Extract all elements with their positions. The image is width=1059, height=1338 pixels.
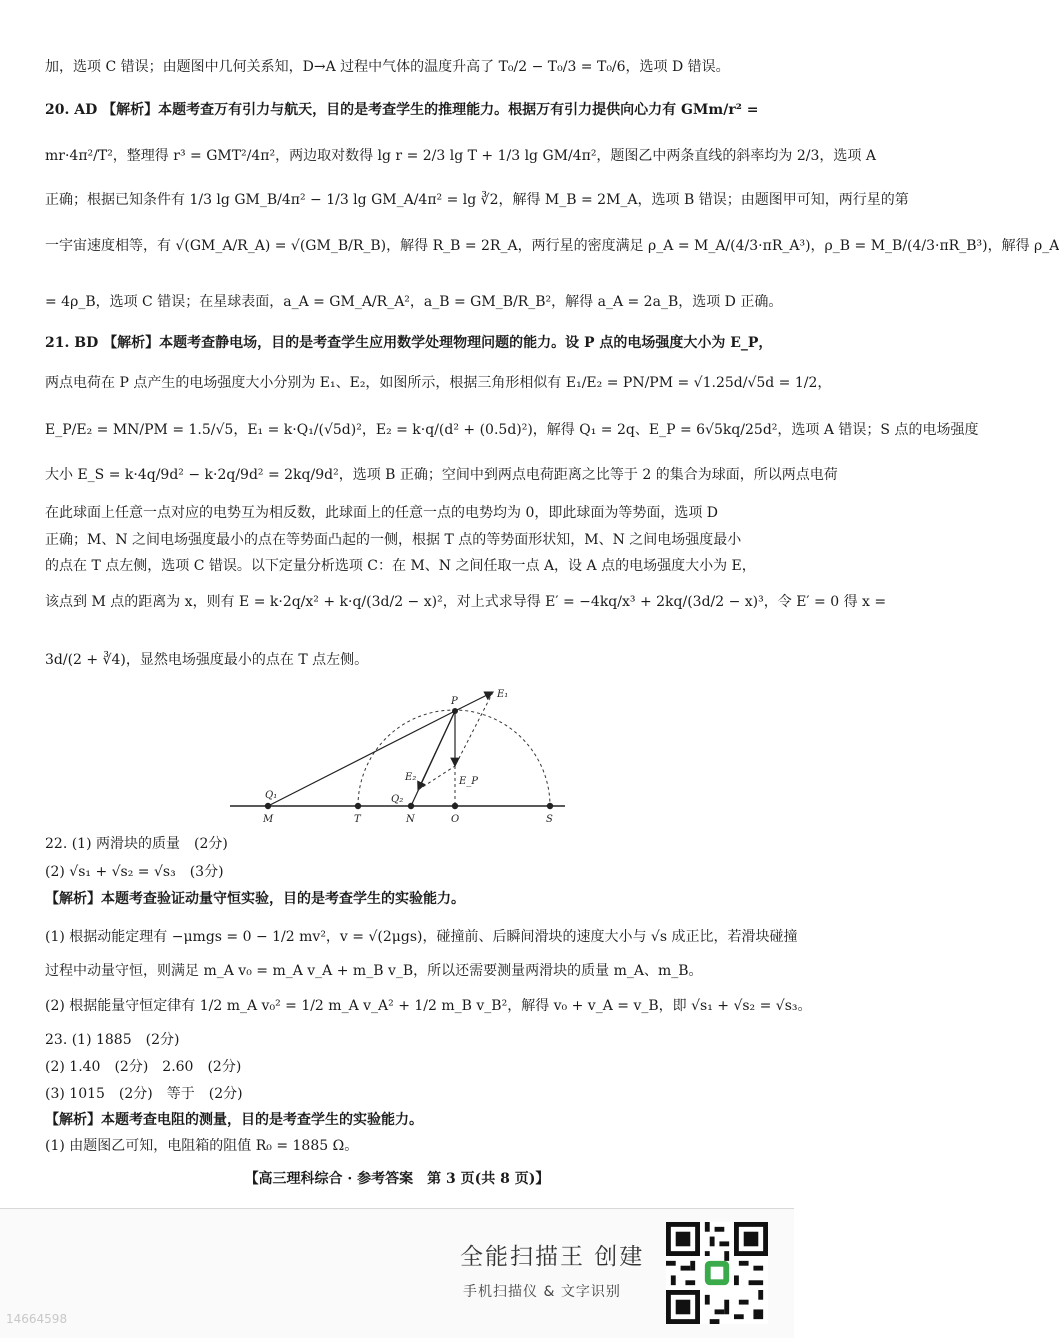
label-q1: Q₁ (265, 790, 278, 801)
text-line-6: = 4ρ_B，选项 C 错误；在星球表面，a_A = GM_A/R_A²，a_B = GM_B/R_B²，解得 a_A = 2a_B，选项 D 正确。 (45, 294, 783, 310)
point-m (265, 803, 271, 809)
text-line-20: 过程中动量守恒，则满足 m_A v₀ = m_A v_A + m_B v_B，所以还需要测量两滑块的质量 m_A、m_B。 (45, 963, 703, 979)
label-q2: Q₂ (391, 794, 404, 805)
answer-20-heading: 20. AD 【解析】本题考查万有引力与航天，目的是考查学生的推理能力。根据万有引力提供向心力有 GMm/r² = (45, 102, 759, 118)
label-s: S (546, 814, 553, 825)
text-line-3: mr·4π²/T²，整理得 r³ = GMT²/4π²，两边取对数得 lg r = 2/3 lg T + 1/3 lg GM/4π²，题图乙中两条直线的斜率均为 2/3，选项 A (45, 148, 876, 164)
label-e1: E₁ (497, 689, 509, 700)
point-t (355, 803, 361, 809)
label-e2: E₂ (405, 772, 417, 783)
qr-code-icon[interactable] (666, 1222, 768, 1324)
text-line-8: 两点电荷在 P 点产生的电场强度大小分别为 E₁、E₂，如图所示，根据三角形相似有 E₁/E₂ = PN/PM = √1.25d/√5d = 1/2， (45, 375, 832, 391)
point-n (408, 803, 414, 809)
text-line-9: E_P/E₂ = MN/PM = 1.5/√5，E₁ = k·Q₁/(√5d)²，E₂ = k·q/(d² + (0.5d)²)，解得 Q₁ = 2q、E_P = 6√5kq/25d²，选项 A 错误；S 点的电场强度 (45, 422, 979, 438)
label-ep: E_P (459, 776, 479, 787)
answer-23-1: 23. (1) 1885 (2分) (45, 1032, 180, 1048)
label-o: O (451, 814, 460, 825)
label-m: M (263, 814, 274, 825)
text-line-14: 该点到 M 点的距离为 x，则有 E = k·2q/x² + k·q/(3d/2 − x)²，对上式求导得 E′ = −4kq/x³ + 2kq/(3d/2 − x)³，令 E′ = 0 得 x = (45, 594, 887, 610)
text-line-12: 正确；M、N 之间电场强度最小的点在等势面凸起的一侧，根据 T 点的等势面形状知，M、N 之间电场强度最小 (45, 532, 742, 548)
page-footer: 【高三理科综合 · 参考答案 第 3 页(共 8 页)】 (244, 1171, 550, 1187)
point-p (452, 708, 458, 714)
text-line-21: (2) 根据能量守恒定律有 1/2 m_A v₀² = 1/2 m_A v_A² + 1/2 m_B v_B²，解得 v₀ + v_A = v_B，即 √s₁ + √s₂ = √s₃。 (45, 998, 812, 1014)
text-line-4: 正确；根据已知条件有 1/3 lg GM_B/4π² − 1/3 lg GM_A/4π² = lg ∛2，解得 M_B = 2M_A，选项 B 错误；由题图甲可知，两行星的第 (45, 192, 909, 208)
answer-22-1: 22. (1) 两滑块的质量 (2分) (45, 836, 228, 852)
answer-21-heading: 21. BD 【解析】本题考查静电场，目的是考查学生应用数学处理物理问题的能力。设 P 点的电场强度大小为 E_P， (45, 335, 773, 351)
watermark-title: 全能扫描王 创建 (460, 1244, 645, 1270)
arrow-e2 (418, 711, 455, 790)
watermark-id: 14664598 (6, 1312, 68, 1326)
point-s (547, 803, 553, 809)
text-line-11: 在此球面上任意一点对应的电势互为相反数，此球面上的任意一点的电势均为 0，即此球面为等势面，选项 D (45, 505, 719, 521)
text-line-13: 的点在 T 点左侧，选项 C 错误。以下定量分析选项 C：在 M、N 之间任取一点 A，设 A 点的电场强度大小为 E， (45, 558, 756, 574)
equipotential-arc (358, 710, 550, 806)
electric-field-diagram (225, 682, 570, 828)
answer-23-analysis-heading: 【解析】本题考查电阻的测量，目的是考查学生的实验能力。 (45, 1112, 423, 1128)
text-line-19: (1) 根据动能定理有 −μmgs = 0 − 1/2 mv²，v = √(2μgs)，碰撞前、后瞬间滑块的速度大小与 √s 成正比，若滑块碰撞 (45, 929, 798, 945)
answer-23-3: (3) 1015 (2分) 等于 (2分) (45, 1086, 243, 1102)
line-pm (268, 711, 455, 806)
answer-22-analysis-heading: 【解析】本题考查验证动量守恒实验，目的是考查学生的实验能力。 (45, 891, 465, 907)
watermark-subtitle: 手机扫描仪 & 文字识别 (463, 1284, 621, 1300)
text-line-26: (1) 由题图乙可知，电阻箱的阻值 R₀ = 1885 Ω。 (45, 1138, 359, 1154)
answer-23-2: (2) 1.40 (2分) 2.60 (2分) (45, 1059, 242, 1075)
label-n: N (406, 814, 415, 825)
label-p: P (451, 696, 458, 707)
text-line-1: 加，选项 C 错误；由题图中几何关系知，D→A 过程中气体的温度升高了 T₀/2 − T₀/3 = T₀/6，选项 D 错误。 (45, 59, 730, 75)
dashed-e1-ep (455, 692, 493, 766)
text-line-10: 大小 E_S = k·4q/9d² − k·2q/9d² = 2kq/9d²，选项 B 正确；空间中到两点电荷距离之比等于 2 的集合为球面，所以两点电荷 (45, 467, 838, 483)
arrow-e1 (455, 692, 493, 711)
text-line-15: 3d/(2 + ∛4)，显然电场强度最小的点在 T 点左侧。 (45, 652, 369, 668)
point-o (452, 803, 458, 809)
label-t: T (354, 814, 361, 825)
text-line-5: 一宇宙速度相等，有 √(GM_A/R_A) = √(GM_B/R_B)，解得 R_B = 2R_A，两行星的密度满足 ρ_A = M_A/(4/3·πR_A³)，ρ_B = M_B/(4/3·πR_B³)，解得 ρ_A (45, 238, 1059, 254)
answer-22-2: (2) √s₁ + √s₂ = √s₃ (3分) (45, 864, 224, 880)
